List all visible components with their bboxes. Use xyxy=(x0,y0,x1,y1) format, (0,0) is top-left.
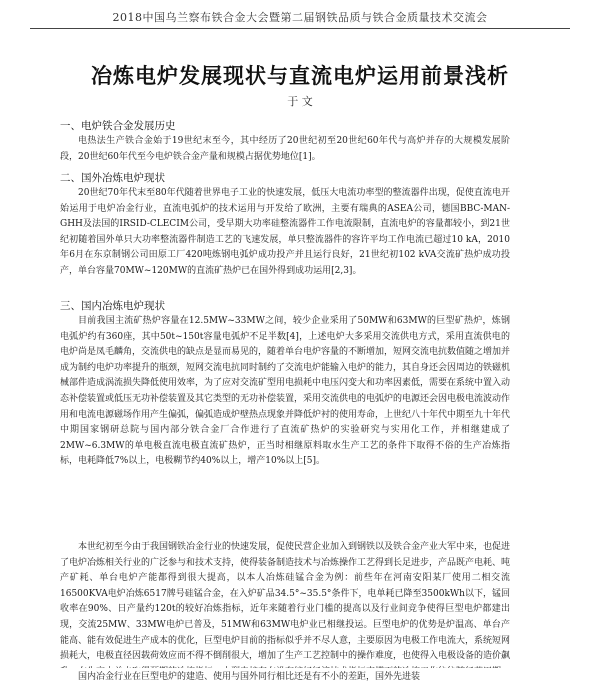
section-3-paragraph-3: 国内冶金行业在巨型电炉的建造、使用与国外同行相比还是有不小的差距，国外先进装 xyxy=(78,672,421,682)
section-1-paragraph: 电热法生产铁合金始于19世纪末至今，其中经历了20世纪初至20世纪60年代与高炉并存的大规模发展阶段，20世纪60年代至今电炉铁合金产量和规模占据优势地位[1]。 xyxy=(60,136,510,162)
section-3-paragraph-2: 本世纪初至今由于我国钢铁冶金行业的快速发展，促使民营企业加入到钢铁以及铁合金产业大军中来，也促进了电炉冶炼相关行业的广泛参与和技术支持，使得装备制造技术与冶炼操作工艺得到长足进步，产品既产电耗、吨产矿耗、单台电炉产能都得到很大提高，以本人冶炼硅锰合金为例：前些年在河南安阳某厂使用二相交流16500KVA电炉冶炼6517牌号硅锰合金，在入炉矿品34.5°~35.5°条件下，电单耗已降至3500kWh以下，锰回收率在90%、日产量约120t的较好冶炼指标，近年来随着行业门槛的提高以及行业间竞争使得巨型电炉都建出现，交流25MW、33MW电炉已普及，51MW和63MW电炉业已相继投运。巨型电炉的优势是炉温高、单台产能高、能有效促进生产成本的优化，巨型电炉目前的指标似乎并不尽人意，主要原因为电极工作电流大，系统短网损耗大，电极直径因载荷效应而不得不倒削很大，增加了生产工艺控制中的操作难度，也使得入电极设备的造价飙 xyxy=(60,542,510,662)
running-header: 2018中国乌兰察布铁合金大会暨第二届钢铁品质与铁合金质量技术交流会 xyxy=(112,11,488,24)
header-divider xyxy=(30,28,570,29)
section-heading-3: 三、国内冶炼电炉现状 xyxy=(60,300,165,312)
section-heading-1: 一、电炉铁合金发展历史 xyxy=(60,120,176,132)
section-3-paragraph-1: 目前我国主流矿热炉容量在12.5MW~33MW之间，较少企业采用了50MW和63MW的巨型矿热炉，炼钢电弧炉约有360座，其中50t~150t容量电弧炉不足半数[4]，上述电炉大多采用交流供电方式，采用直流供电的电炉尚是凤毛麟角，交流供电的缺点是显而易见的，随着单台电炉容量的不断增加，短网交流电抗数值随之增加并成为制约电炉功率提升的瓶颈，短网交流电抗同时制约了交流电炉能输入电炉的能力，其自身还会因周边的铁磁机械部件造成涡流损失降低使用效率，为了应对交流矿型用电损耗中电压闪变大和功率因素低，需要在系统中置入动态补偿装置或低压无功补偿装置及其它类型的无功补偿装置，采用交流供电的电弧炉的电源还会因电极电流波动作用和电流电源磁场作用产生偏弧，偏弧造成炉壁热点现象并降低炉衬的使用寿命，上世纪八十年代中期至九十年代中期国家钢研总院与国内部分铁合金厂合作进行了直流矿热炉的实验研究与实用化工作，并相继建成了2MW~6.3MW的单电极直流电极直流矿热炉，正当时相继原料取水生产工艺的条件下取得不俗的生产冶炼指标，电耗降低7%以上，电极糊节约40%以上，增产10%以上[5]。 xyxy=(60,316,510,467)
section-heading-2: 二、国外冶炼电炉现状 xyxy=(60,172,165,184)
author-name: 于 文 xyxy=(287,95,313,108)
paper-title: 冶炼电炉发展现状与直流电炉运用前景浅析 xyxy=(91,63,509,88)
section-2-paragraph: 20世纪70年代末至80年代随着世界电子工业的快速发展，低压大电流功率型的整流器件出现，促使直流电开始运用于电炉冶金行业，直流电弧炉的技术运用与开发给了欧洲，主要有瑞典的ASEA公司，德国BBC-MAN-GHH及法国的IRSID-CLECIM公司，受早期大功率硅整流器件工作电流限制，直流电炉的容量都较小，到21世纪初随着国外单只大功率整流器件制造工艺的飞速发展，单只整流器件的容许平均工作电流已超过10 kA，2010年6月在东京制钢公司田原工厂420吨炼钢电弧炉成功投产并且运行良好，21世纪初102 kVA交流矿热炉成功投产，单台容量70MW~120MW的直流矿热炉已在国外得到成功运用[2,3]。 xyxy=(60,188,510,276)
